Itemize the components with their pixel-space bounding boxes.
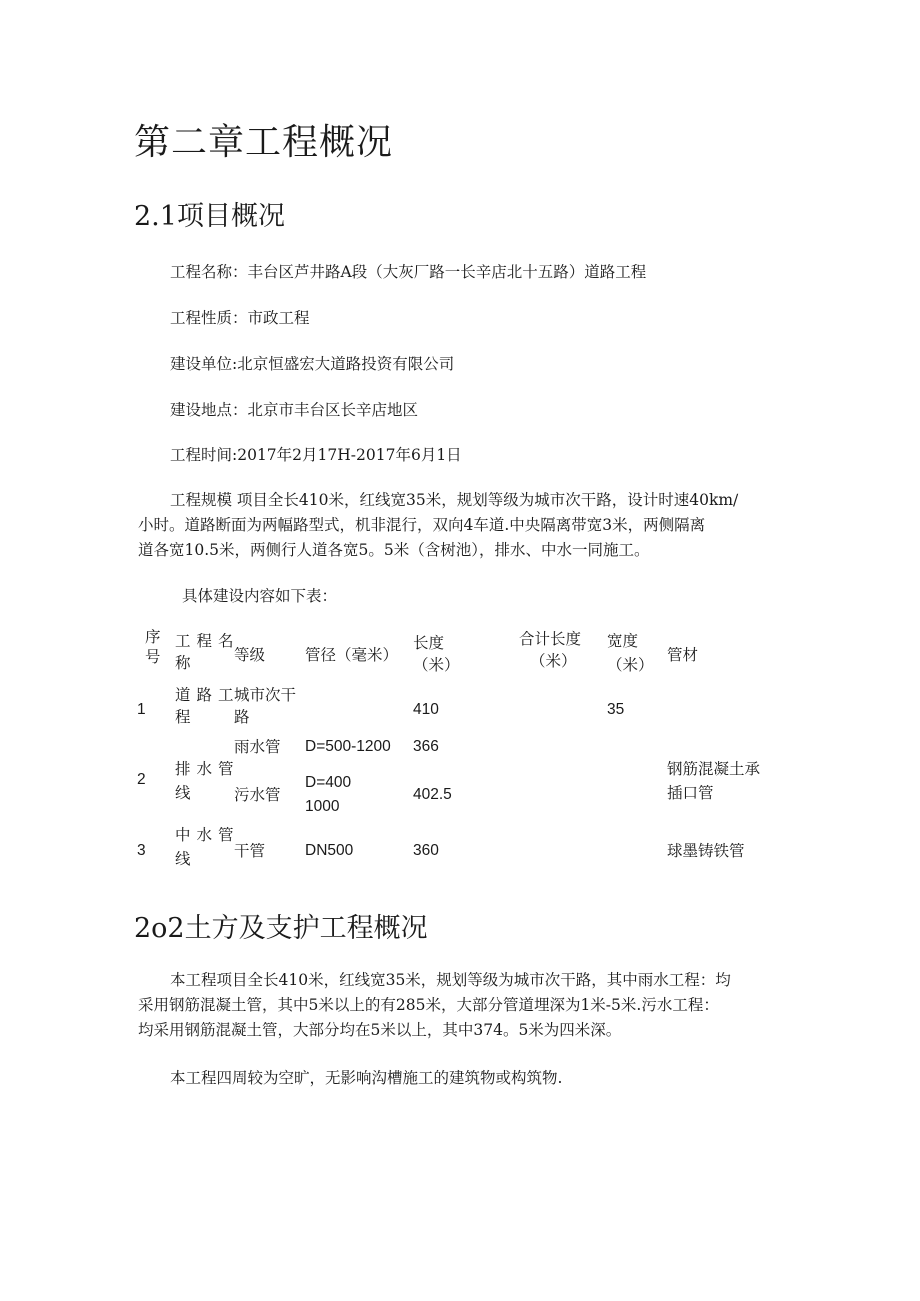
header-width-2: （米） — [607, 656, 654, 674]
header-total-length: 合计长度 — [519, 630, 582, 648]
paragraph-line: 道各宽10.5米，两侧行人道各宽5。5米（含树池），排水、中水一同施工。 — [138, 541, 650, 559]
row2-name-2: 线 — [175, 784, 191, 802]
project-name: 工程名称：丰台区芦井路A段（大灰厂路一长辛店北十五路）道路工程 — [170, 263, 647, 281]
row1-name: 道路工 — [175, 686, 240, 704]
header-total-length-2: （米） — [530, 652, 577, 670]
row2-sub2-length: 402.5 — [413, 786, 452, 803]
header-diameter: 管径（毫米） — [305, 646, 399, 664]
row3-name: 中水管 — [175, 826, 240, 844]
closing-paragraph: 本工程四周较为空旷，无影响沟槽施工的建筑物或构筑物. — [170, 1069, 563, 1087]
paragraph-line: 工程规模 项目全长410米，红线宽35米，规划等级为城市次干路，设计时速40km∕ — [170, 491, 739, 509]
header-length: 长度 — [413, 634, 445, 652]
row1-width: 35 — [607, 701, 625, 718]
project-nature: 工程性质：市政工程 — [170, 309, 310, 327]
paragraph-line: 小时。道路断面为两幅路型式，机非混行，双向4车道.中央隔离带宽3米，两侧隔离 — [138, 516, 706, 534]
paragraph-line: 均采用钢筋混凝土管，大部分均在5米以上，其中374。5米为四米深。 — [138, 1021, 622, 1039]
row2-sub2-grade: 污水管 — [234, 786, 281, 804]
project-time: 工程时间:2017年2月17H-2017年6月1日 — [170, 446, 462, 464]
earthwork-paragraph — [138, 968, 788, 1043]
header-seq: 序 — [145, 628, 161, 646]
paragraph-line: 本工程项目全长410米，红线宽35米，规划等级为城市次干路，其中雨水工程：均 — [170, 971, 731, 989]
section-title-project-overview: 2.1项目概况 — [134, 201, 285, 232]
header-name-2: 称 — [175, 654, 191, 672]
header-seq-2: 号 — [145, 648, 161, 666]
row2-name: 排水管 — [175, 760, 240, 778]
row3-material: 球墨铸铁管 — [667, 842, 745, 860]
row2-material: 钢筋混凝土承 — [667, 760, 761, 778]
chapter-title: 第二章工程概况 — [134, 122, 394, 163]
row1-name-2: 程 — [175, 708, 191, 726]
row3-name-2: 线 — [175, 850, 191, 868]
header-material: 管材 — [667, 646, 699, 664]
project-location: 建设地点：北京市丰台区长辛店地区 — [170, 401, 419, 419]
table-intro: 具体建设内容如下表： — [182, 587, 338, 605]
row1-seq: 1 — [137, 701, 146, 718]
header-grade: 等级 — [234, 646, 266, 664]
row2-sub1-grade: 雨水管 — [234, 738, 281, 756]
row2-material-2: 插口管 — [667, 784, 714, 802]
row2-seq: 2 — [137, 771, 146, 788]
row2-sub1-length: 366 — [413, 738, 439, 755]
row3-grade: 干管 — [234, 842, 266, 860]
row2-sub1-diameter: D=500-1200 — [305, 738, 391, 755]
project-builder: 建设单位:北京恒盛宏大道路投资有限公司 — [170, 355, 455, 373]
header-width: 宽度 — [607, 632, 639, 650]
row3-seq: 3 — [137, 842, 146, 859]
row1-grade-2: 路 — [234, 708, 250, 726]
section-title-earthwork: 2o2土方及支护工程概况 — [134, 913, 428, 944]
header-name: 工程名 — [175, 632, 240, 650]
row1-length: 410 — [413, 701, 439, 718]
paragraph-line: 采用钢筋混凝土管，其中5米以上的有285米，大部分管道埋深为1米-5米.污水工程： — [138, 996, 719, 1014]
project-scale-paragraph — [138, 488, 788, 563]
row3-diameter: DN500 — [305, 842, 354, 859]
row2-sub2-diameter: D=400 — [305, 774, 352, 791]
row3-length: 360 — [413, 842, 439, 859]
header-length-2: （米） — [413, 656, 460, 674]
row2-sub2-diameter-2: 1000 — [305, 798, 340, 815]
row1-grade: 城市次干 — [234, 686, 297, 704]
